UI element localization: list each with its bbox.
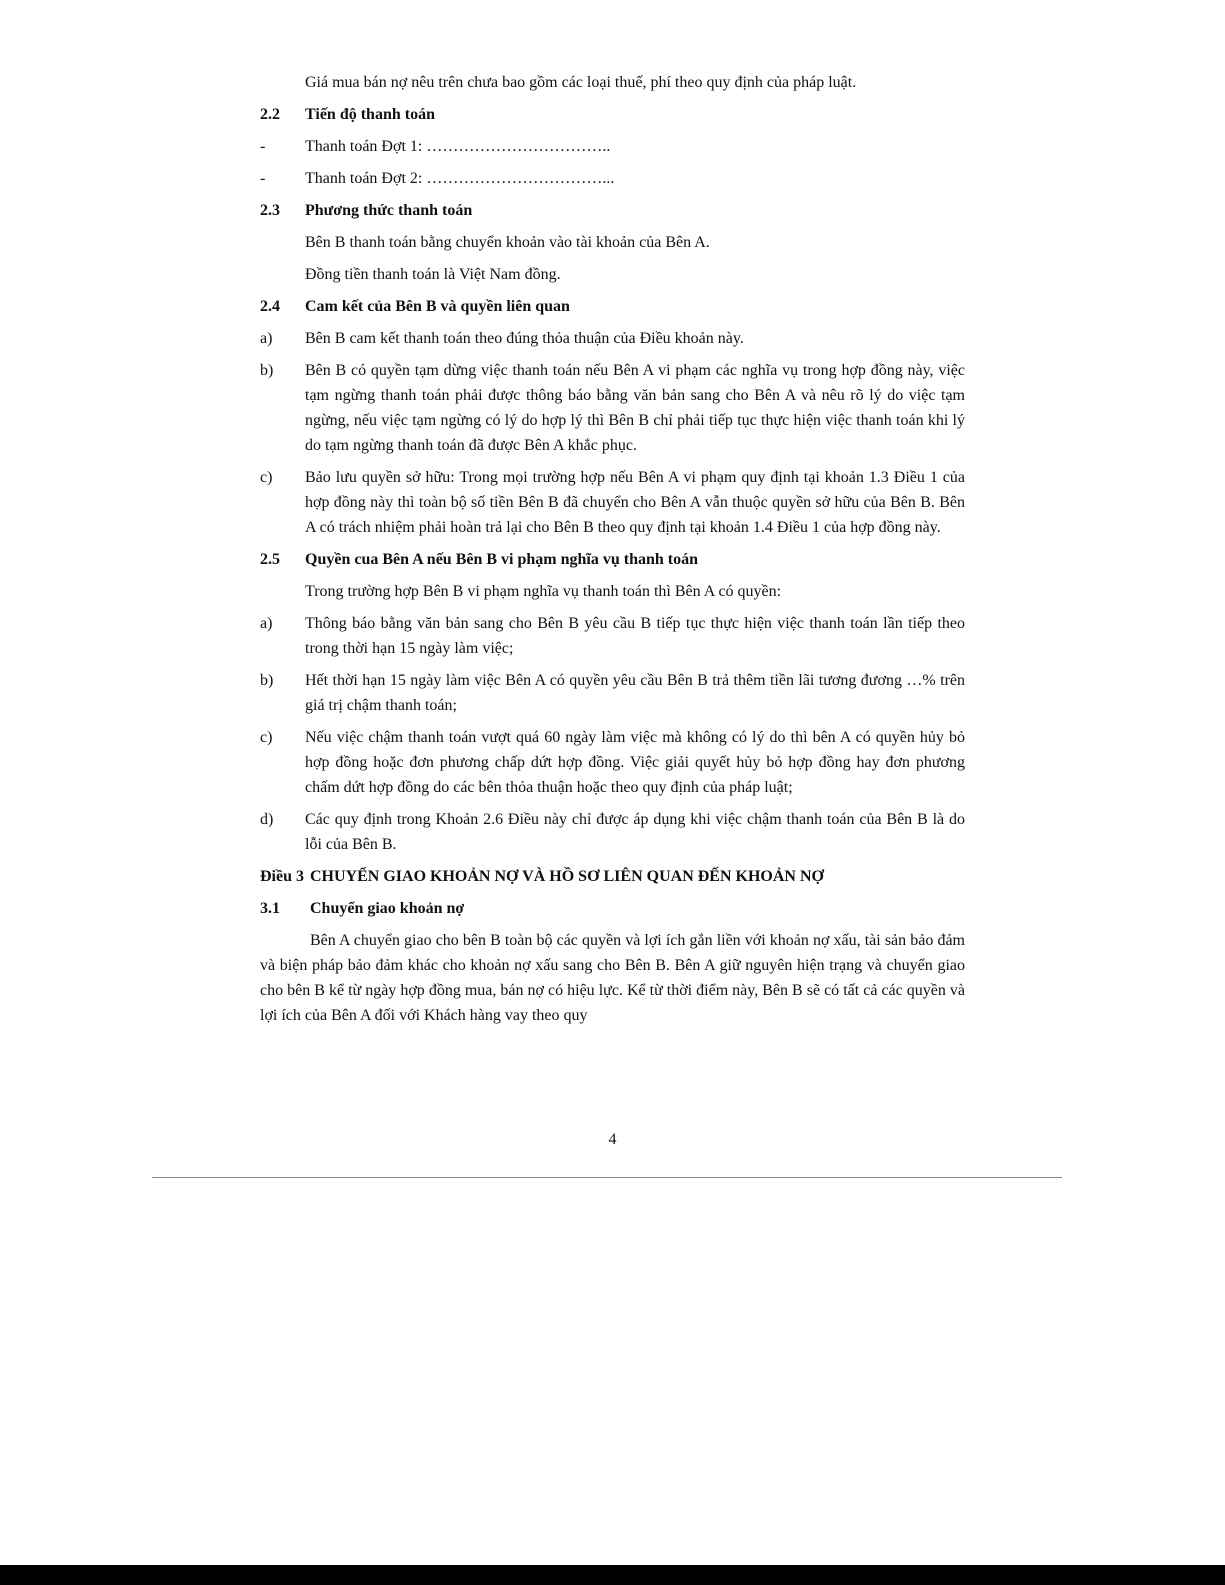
intro-line: Giá mua bán nợ nêu trên chưa bao gồm các loại thuế, phí theo quy định của pháp luật. [305,74,857,91]
list-item [260,134,965,159]
list-item [260,725,965,800]
section-3-1-paragraph: Bên A chuyển giao cho bên B toàn bộ các quyền và lợi ích gắn liền với khoản nợ xấu, tài sản bảo đảm và biện pháp bảo đảm khác cho khoản nợ xấu sang cho Bên B. Bên A giữ nguyên hiện trạng và chuyển giao cho bên B kể từ ngày hợp đồng mua, bán nợ có hiệu lực. Kể từ thời điểm này, Bên B sẽ có tất cả các quyền và lợi ích của Bên A đối với Khách hàng vay theo quy [260,932,965,1024]
list-marker: b) [260,362,274,379]
section-number: 2.2 [260,106,280,123]
list-text: Bên B cam kết thanh toán theo đúng thỏa thuận của Điều khoản này. [305,330,744,347]
section-title: Quyền cua Bên A nếu Bên B vi phạm nghĩa vụ thanh toán [305,551,699,568]
page-number: 4 [608,1131,617,1148]
section-2-2-heading [260,102,965,127]
section-title: Chuyển giao khoản nợ [310,900,465,917]
list-marker: - [260,138,266,155]
article-title: CHUYỂN GIAO KHOẢN NỢ VÀ HỒ SƠ LIÊN QUAN ĐẾN KHOẢN NỢ [310,868,824,885]
list-item [260,611,965,661]
list-text: Nếu việc chậm thanh toán vượt quá 60 ngày làm việc mà không có lý do thì bên A có quyền hủy bỏ hợp đồng hoặc đơn phương chấp dứt hợp đồng. Việc giải quyết hủy bỏ hợp đồng hay đơn phương chấm dứt hợp đồng do các bên thỏa thuận hoặc theo quy định của pháp luật; [305,729,965,796]
section-number: 2.3 [260,202,280,219]
payment-method-line: Bên B thanh toán bằng chuyển khoản vào tài khoản của Bên A. [305,234,710,251]
section-number: 2.4 [260,298,280,315]
list-item [260,465,965,540]
list-item [260,166,965,191]
list-text: Thanh toán Đợt 2: ……………………………... [305,170,615,187]
section-intro: Trong trường hợp Bên B vi phạm nghĩa vụ thanh toán thì Bên A có quyền: [305,583,782,600]
section-2-5-heading [260,547,965,572]
list-text: Thông báo bằng văn bản sang cho Bên B yêu cầu B tiếp tục thực hiện việc thanh toán lần tiếp theo trong thời hạn 15 ngày làm việc; [305,615,965,657]
section-number: 3.1 [260,900,280,917]
list-marker: c) [260,729,273,746]
document-page [260,70,965,1028]
section-2-4-heading [260,294,965,319]
section-title: Tiến độ thanh toán [305,106,435,123]
list-text: Hết thời hạn 15 ngày làm việc Bên A có quyền yêu cầu Bên B trả thêm tiền lãi tương đương …% trên giá trị chậm thanh toán; [305,672,965,714]
list-text: Bảo lưu quyền sở hữu: Trong mọi trường hợp nếu Bên A vi phạm quy định tại khoản 1.3 Điều 1 của hợp đồng này thì toàn bộ số tiền Bên B đã chuyển cho Bên A vẫn thuộc quyền sở hữu của Bên B. Bên A có trách nhiệm phải hoàn trả lại cho Bên B theo quy định tại khoản 1.4 Điều 1 của hợp đồng này. [305,469,965,536]
list-item [260,668,965,718]
list-marker: a) [260,330,273,347]
list-item [260,358,965,458]
currency-line: Đồng tiền thanh toán là Việt Nam đồng. [305,266,561,283]
section-number: 2.5 [260,551,280,568]
list-text: Thanh toán Đợt 1: …………………………….. [305,138,611,155]
list-marker: c) [260,469,273,486]
list-item [260,807,965,857]
list-marker: - [260,170,266,187]
section-title: Phương thức thanh toán [305,202,473,219]
list-text: Bên B có quyền tạm dừng việc thanh toán nếu Bên A vi phạm các nghĩa vụ trong hợp đồng này, việc tạm ngừng thanh toán phải được thông báo bằng văn bản sang cho Bên A và nêu rõ lý do việc tạm ngừng, nếu việc tạm ngừng có lý do hợp lý thì Bên B chỉ phải tiếp tục thực hiện việc thanh toán khi lý do tạm ngừng thanh toán đã được Bên A khắc phục. [305,362,965,454]
bottom-bar [0,1565,1225,1585]
list-marker: a) [260,615,273,632]
article-label: Điều 3 [260,868,304,885]
list-marker: d) [260,811,274,828]
article-3-heading [260,864,965,889]
section-title: Cam kết của Bên B và quyền liên quan [305,298,570,315]
section-3-1-heading [260,896,965,921]
section-2-3-heading [260,198,965,223]
page-divider [152,1177,1062,1178]
list-item [260,326,965,351]
list-text: Các quy định trong Khoản 2.6 Điều này chỉ được áp dụng khi việc chậm thanh toán của Bên B là do lỗi của Bên B. [305,811,965,853]
list-marker: b) [260,672,274,689]
